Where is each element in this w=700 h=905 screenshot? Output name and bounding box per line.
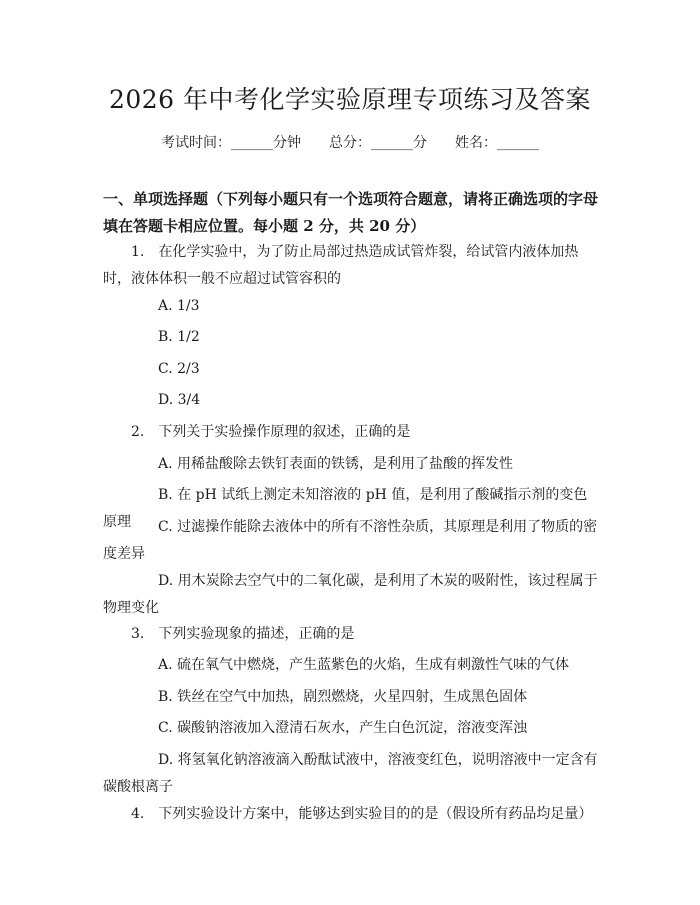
question-1-option-a: A. 1/3 bbox=[158, 298, 200, 314]
question-3-option-d: D. 将氢氧化钠溶液滴入酚酞试液中，溶液变红色，说明溶液中一定含有碳酸根离子 bbox=[103, 752, 598, 795]
question-3-option-b: B. 铁丝在空气中加热，剧烈燃烧，火星四射，生成黑色固体 bbox=[158, 689, 528, 705]
question-2-option-a: A. 用稀盐酸除去铁钉表面的铁锈，是利用了盐酸的挥发性 bbox=[158, 456, 514, 472]
question-2-stem: 2. 下列关于实验操作原理的叙述，正确的是 bbox=[131, 424, 411, 440]
question-1-option-c: C. 2/3 bbox=[158, 361, 200, 377]
question-1-option-b: B. 1/2 bbox=[158, 329, 200, 345]
question-1-stem: 1. 在化学实验中，为了防止局部过热造成试管炸裂，给试管内液体加热时，液体体积一般不应超过试管容积的 bbox=[103, 244, 579, 287]
section-heading: 一、单项选择题（下列每小题只有一个选项符合题意，请将正确选项的字母填在答题卡相应位置。每小题 2 分，共 20 分） bbox=[103, 190, 599, 235]
page-title: 2026 年中考化学实验原理专项练习及答案 bbox=[108, 85, 592, 114]
question-3-stem: 3. 下列实验现象的描述，正确的是 bbox=[131, 626, 355, 642]
exam-score: 总分：______分 bbox=[329, 135, 427, 151]
question-2-option-d: D. 用木炭除去空气中的二氧化碳，是利用了木炭的吸附性，该过程属于物理变化 bbox=[103, 573, 598, 616]
question-4-stem: 4. 下列实验设计方案中，能够达到实验目的的是（假设所有药品均足量） bbox=[131, 806, 593, 822]
exam-meta bbox=[0, 132, 700, 152]
question-2-option-c: C. 过滤操作能除去液体中的所有不溶性杂质，其原理是利用了物质的密度差异 bbox=[103, 519, 598, 562]
question-3-option-a: A. 硫在氧气中燃烧，产生蓝紫色的火焰，生成有刺激性气味的气体 bbox=[158, 657, 570, 673]
student-name: 姓名：______ bbox=[455, 135, 539, 151]
question-3-option-c: C. 碳酸钠溶液加入澄清石灰水，产生白色沉淀，溶液变浑浊 bbox=[158, 720, 528, 736]
exam-time: 考试时间：______分钟 bbox=[161, 135, 301, 151]
question-2-option-b: B. 在 pH 试纸上测定未知溶液的 pH 值，是利用了酸碱指示剂的变色原理 bbox=[103, 487, 588, 530]
question-1-option-d: D. 3/4 bbox=[158, 392, 201, 408]
